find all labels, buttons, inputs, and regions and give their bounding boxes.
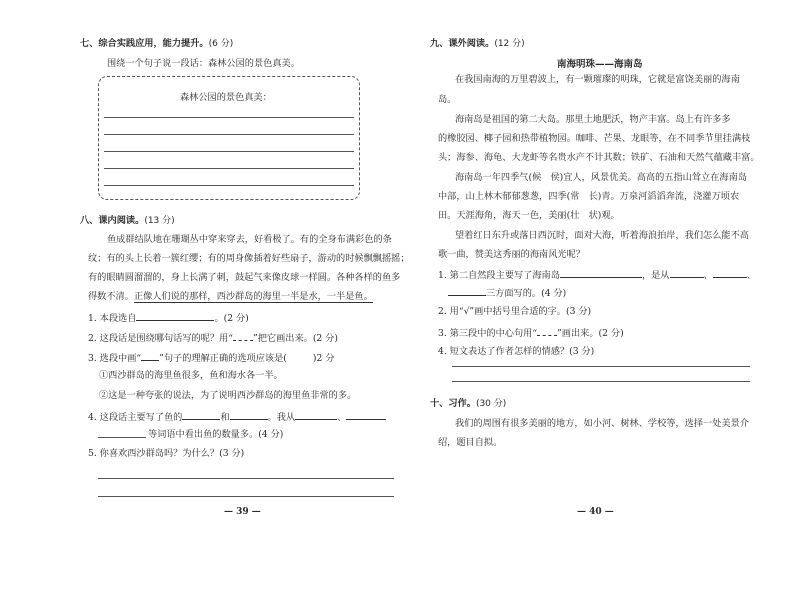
q1-text-b: ，是从 [641,270,670,281]
passage-line: 田。天涯海角，海天一色，美丽(壮 状)观。 [438,210,620,221]
page-40 [400,0,800,589]
q4-text-b: 和 [220,412,230,423]
q4-blank-2[interactable] [230,410,268,420]
q3-text-b: ”句子的理解正确的选项应该是( [159,353,287,364]
passage-line: 纹；有的头上长着一簇红缨；有的周身像插着好些扇子，游动的时候飘飘摇摇； [88,253,410,264]
q1-score: 。(2 分) [214,313,249,324]
page-number: — 40 — [577,507,614,517]
q4-blank-3[interactable] [295,410,337,420]
section7-title: 七、综合实践应用，能力提升。 [80,38,209,49]
answer-line[interactable] [104,185,354,186]
question-2: 2. 用“√”画中括号里合适的字。(3 分) [438,306,592,317]
answer-line[interactable] [104,168,354,169]
q1-blank-2[interactable] [670,268,704,278]
wavy-line-mark [233,331,253,341]
answer-line[interactable] [452,381,750,382]
q1-text-a: 1. 第二自然段主要写了海南岛 [438,270,560,281]
q3-text-a: 3. 第三段中的中心句用“ [438,328,538,339]
question-1 [88,311,249,325]
passage-line: 在我国南海的万里碧波上，有一颗璀璨的明珠，它就是富饶美丽的海南 [455,74,740,85]
wavy-line-mark [537,326,557,336]
q3-text-b: ”画出来。(2 分) [557,328,624,339]
essay-prompt-line: 绍，题目自拟。 [438,437,503,448]
q4-text-line2: 等词语中看出鱼的数量多。(4 分) [148,429,284,440]
question-4-line-2 [98,428,283,441]
passage-title: 南海明珠——海南岛 [557,59,643,70]
section8-heading [80,215,175,227]
q4-blank-4[interactable] [346,410,386,420]
q4-blank-5[interactable] [98,437,146,438]
q1-text-d: 、 [746,270,756,281]
passage-line: 望着红日东升或落日西沉时，面对大海，听着海浪拍岸，我们怎么能不高 [455,230,749,241]
writing-box-prompt: 森林公园的景色真美： [180,92,272,103]
passage-line: 歌一曲，赞美这秀丽的海南风光呢？ [438,249,585,260]
q1-blank[interactable] [136,311,214,321]
section10-score: (30 分) [475,399,507,409]
q1-blank-4[interactable] [448,286,486,296]
passage-line: 头；海参、海龟、大龙虾等名贵水产不计其数；铁矿、石油和天然气蕴藏丰富。 [438,152,760,163]
q3-option-2[interactable]: ②这是一种夸张的说法，为了说明西沙群岛的海里鱼非常的多。 [99,390,357,401]
answer-line[interactable] [104,151,354,152]
q1-blank-3[interactable] [713,268,747,278]
passage-line: 有的眼睛圆溜溜的，身上长满了刺，鼓起气来像皮球一样圆。各种各样的鱼多 [88,272,401,283]
q4-text-a: 4. 这段话主要写了鱼的 [88,412,183,423]
q1-text-c: 、 [703,270,713,281]
section7-score: (6 分) [208,39,234,49]
answer-line[interactable] [104,117,354,118]
q3-text-c: )2 分 [312,353,335,364]
section10-heading [430,398,506,410]
q1-blank-1[interactable] [560,268,642,278]
underlined-sentence: 正像人们说的那样，西沙群岛的海里一半是水，一半是鱼。 [133,291,373,302]
section9-heading [430,38,525,50]
question-3 [438,326,624,340]
page-number: — 39 — [224,507,261,517]
section9-title: 九、课外阅读。 [430,38,495,49]
passage-line: 海南岛一年四季气(候 侯)宜人，风景优美。高高的五指山耸立在海南岛 [455,172,747,183]
q1-text-e: 三方面写的。(4 分) [486,288,567,299]
passage-line [88,291,373,303]
question-1 [438,268,756,282]
section7-heading [80,38,233,50]
question-5: 5. 你喜欢西沙群岛吗？为什么？(3 分) [88,448,245,459]
essay-prompt-line: 我们的周围有很多美丽的地方，如小河、树林、学校等，选择一处美景介 [455,418,749,429]
q4-text-d: 、 [337,412,347,423]
passage-line: 岛。 [438,94,457,105]
passage-line: 鱼成群结队地在珊瑚丛中穿来穿去，好看极了。有的全身布满彩色的条 [107,234,392,245]
question-4: 4. 短文表达了作者怎样的情感？(3 分) [438,346,595,357]
section8-title: 八、课内阅读。 [80,215,145,226]
question-2 [88,331,338,345]
q2-text-a: 2. 这段话是围绕哪句话写的呢？用“ [88,333,234,344]
q1-text: 1. 本段选自 [88,313,137,324]
underline-mark [141,351,159,361]
passage-line: 中部，山上林木郁郁葱葱，四季(常 长)青。万泉河滔滔奔流，浇灌万顷农 [438,191,740,202]
q4-blank-1[interactable] [182,410,220,420]
answer-line[interactable] [104,134,354,135]
question-4 [88,410,386,424]
section8-score: (13 分) [144,216,175,226]
q3-option-1[interactable]: ①西沙群岛的海里鱼很多，鱼和海水各一半。 [99,370,283,381]
section10-title: 十、习作。 [430,398,476,409]
question-1-line-2 [448,286,566,300]
passage-fragment: 得数不清。 [88,291,134,302]
q4-text-c: 。我从 [267,412,296,423]
q3-text-a: 3. 选段中画“ [88,353,142,364]
section7-instruction: 围绕一个句子说一段话：森林公园的景色真美。 [107,58,300,69]
question-3 [88,351,334,365]
passage-line: 海南岛是祖国的第二大岛。那里土地肥沃，物产丰富。岛上有许多多 [455,114,731,125]
q2-text-b: ”把它画出来。(2 分) [253,333,338,344]
answer-line[interactable] [98,478,394,479]
passage-line: 的橡胶园、椰子园和热带植物园。咖啡、芒果、龙眼等，在不同季节里挂满枝 [438,133,751,144]
answer-line[interactable] [452,366,750,367]
answer-line[interactable] [98,496,394,497]
section9-score: (12 分) [494,39,525,49]
